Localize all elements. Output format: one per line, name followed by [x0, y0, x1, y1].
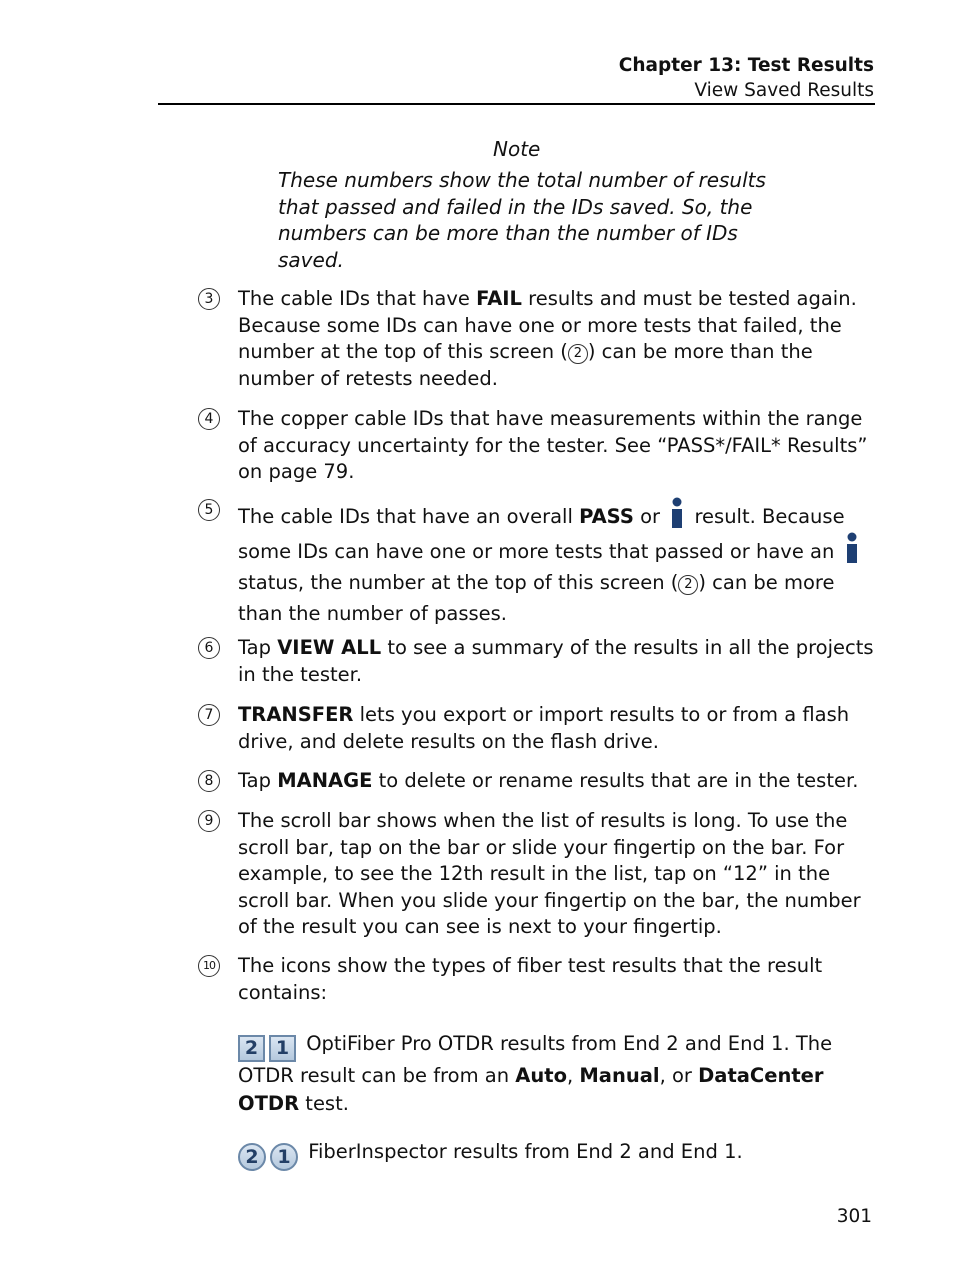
- header-divider: [158, 103, 875, 105]
- fiberinspector-end2-icon: 2: [238, 1143, 266, 1171]
- item-text: Tap MANAGE to delete or rename results that are in the tester.: [238, 769, 859, 792]
- callout-ref: 2: [568, 344, 588, 364]
- otdr-end1-icon: 1: [269, 1035, 296, 1062]
- item-text: Tap VIEW ALL to see a summary of the results in all the projects in the tester.: [238, 636, 874, 686]
- item-text: The copper cable IDs that have measurements within the range of accuracy uncertainty for the tester. See “PASS*/FAIL* Results” on page 79.: [238, 407, 868, 483]
- page-number: 301: [836, 1206, 872, 1227]
- note-title: Note: [493, 137, 541, 161]
- chapter-title: Chapter 13: Test Results: [618, 55, 874, 76]
- callout-number: 10: [198, 955, 220, 977]
- callout-ref: 2: [678, 575, 698, 595]
- callout-number: 6: [198, 637, 220, 659]
- callout-number: 7: [198, 704, 220, 726]
- item-text: TRANSFER lets you export or import results to or from a flash drive, and delete results on the flash drive.: [238, 703, 850, 753]
- callout-number: 8: [198, 770, 220, 792]
- info-icon: [845, 532, 859, 564]
- item-text: The icons show the types of fiber test results that the result contains:: [238, 954, 823, 1004]
- item-text: The cable IDs that have an overall PASS or result. Because some IDs can have one or more tests that passed or have an status, the number at the top of this screen ( 2 ) can be more than the number of passes.: [238, 497, 874, 629]
- callout-number: 4: [198, 408, 220, 430]
- running-header: [619, 53, 874, 103]
- info-icon: [670, 497, 684, 529]
- otdr-end2-icon: 2: [238, 1035, 265, 1062]
- icon-description: 2 1 OptiFiber Pro OTDR results from End 2 and End 1. The OTDR result can be from an Auto, Manual, or DataCenter OTDR test.: [238, 1032, 833, 1115]
- icon-description: 2 1 FiberInspector results from End 2 and End 1.: [238, 1138, 878, 1171]
- callout-number: 3: [198, 288, 220, 310]
- item-text: The scroll bar shows when the list of results is long. To use the scroll bar, tap on the bar or slide your fingertip on the bar. For example, to see the 12th result in the list, tap on “12” in the scroll bar. When you slide your fingertip on the bar, the number of the result you can see is next to your fingertip.: [238, 809, 861, 938]
- fiberinspector-end1-icon: 1: [270, 1143, 298, 1171]
- section-title: View Saved Results: [694, 80, 874, 101]
- callout-number: 9: [198, 810, 220, 832]
- callout-number: 5: [198, 499, 220, 521]
- note-body: These numbers show the total number of results that passed and failed in the IDs saved. So, the numbers can be more than the number of IDs saved.: [278, 168, 766, 272]
- item-text: The cable IDs that have FAIL results and must be tested again. Because some IDs can have one or more tests that failed, the number at the top of this screen ( 2 ) can be more than the number of retests needed.: [238, 287, 857, 390]
